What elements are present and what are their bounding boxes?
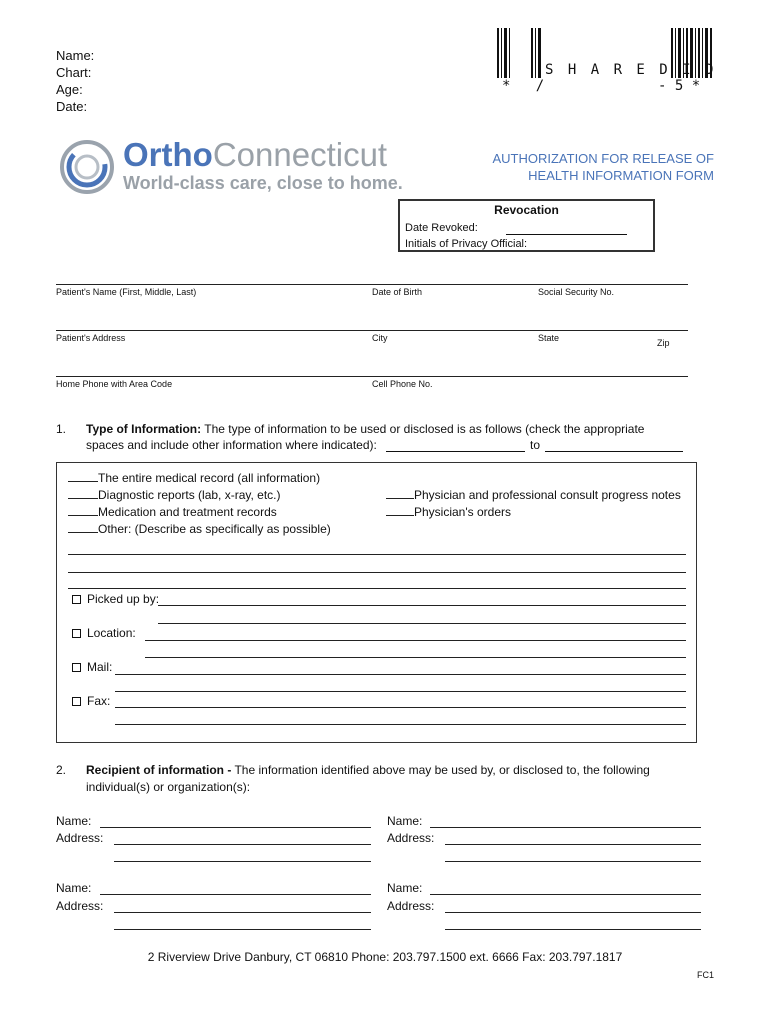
state-label: State: [538, 333, 560, 343]
logo-swirl-icon: [54, 138, 118, 196]
picked-up-line[interactable]: [158, 605, 686, 606]
recipient2-name-field[interactable]: [430, 827, 701, 828]
recipient2-address-label: Address:: [387, 831, 435, 845]
section2-text2: individual(s) or organization(s):: [86, 780, 251, 794]
date-revoked-label: Date Revoked:: [405, 222, 478, 234]
section2-text1: The information identified above may be used by, or disclosed to, the following: [234, 763, 650, 777]
logo-wordmark: [123, 136, 387, 174]
option-other-label: Other: (Describe as specifically as possible): [98, 522, 331, 536]
option-entire-record-blank[interactable]: [68, 481, 98, 482]
barcode-right-marks: - 5 *: [658, 78, 701, 94]
section1-text2: spaces and include other information where indicated):: [86, 438, 377, 452]
age-label: Age:: [56, 82, 83, 97]
option-progress-notes-label: Physician and professional consult progress notes: [414, 488, 681, 502]
patient-name-label: Patient's Name (First, Middle, Last): [56, 287, 197, 297]
option-physician-orders-blank[interactable]: [386, 515, 414, 516]
recipient3-address-field[interactable]: [114, 912, 371, 913]
recipient3-name-label: Name:: [56, 881, 92, 895]
option-medication-label: Medication and treatment records: [98, 505, 277, 519]
option-progress-notes-blank[interactable]: [386, 498, 414, 499]
location-line[interactable]: [145, 657, 686, 658]
form-code: FC1: [697, 970, 715, 980]
date-label: Date:: [56, 99, 88, 114]
recipient1-address-label: Address:: [56, 831, 104, 845]
option-diagnostic[interactable]: [68, 488, 281, 503]
mail-checkbox[interactable]: [72, 663, 81, 672]
cell-phone-label: Cell Phone No.: [372, 379, 433, 389]
row-divider: [56, 376, 688, 377]
logo-brand-light: Connecticut: [212, 136, 388, 173]
option-physician-orders-label: Physician's orders: [414, 505, 511, 519]
other-description-line[interactable]: [68, 588, 686, 589]
form-title-line2: HEALTH INFORMATION FORM: [528, 168, 714, 183]
section1-intro: [86, 422, 686, 437]
row-divider: [56, 284, 688, 285]
option-other-blank[interactable]: [68, 532, 98, 533]
location-label: Location:: [87, 626, 136, 640]
zip-label: Zip: [657, 338, 670, 348]
date-to-field[interactable]: [545, 451, 683, 452]
recipient4-name-label: Name:: [387, 881, 423, 895]
privacy-initials-label: Initials of Privacy Official:: [405, 238, 528, 250]
name-label: Name:: [56, 48, 95, 63]
chart-label: Chart:: [56, 65, 92, 80]
option-entire-record-label: The entire medical record (all information): [98, 471, 321, 485]
date-to-label: to: [530, 438, 541, 452]
ssn-label: Social Security No.: [538, 287, 615, 297]
picked-up-option[interactable]: [72, 592, 159, 607]
patient-address-label: Patient's Address: [56, 333, 126, 343]
logo-tagline: World-class care, close to home.: [123, 173, 403, 193]
logo-brand-bold: Ortho: [123, 136, 213, 173]
recipient3-name-field[interactable]: [100, 894, 371, 895]
picked-up-label: Picked up by:: [87, 592, 160, 606]
recipient1-name-label: Name:: [56, 814, 92, 828]
option-progress-notes[interactable]: [386, 488, 681, 503]
form-title-line1: AUTHORIZATION FOR RELEASE OF: [492, 151, 714, 166]
section2-heading: Recipient of information -: [86, 763, 232, 777]
recipient1-address-field[interactable]: [114, 861, 371, 862]
footer-address: 2 Riverview Drive Danbury, CT 06810 Phone: 203.797.1500 ext. 6666 Fax: 203.797.1817: [147, 950, 623, 964]
recipient2-address-field[interactable]: [445, 844, 701, 845]
date-from-field[interactable]: [386, 451, 525, 452]
option-diagnostic-blank[interactable]: [68, 498, 98, 499]
location-option[interactable]: [72, 626, 136, 641]
barcode-left-marks: * /: [502, 78, 545, 94]
fax-label: Fax:: [87, 694, 111, 708]
recipient2-address-field[interactable]: [445, 861, 701, 862]
option-diagnostic-label: Diagnostic reports (lab, x-ray, etc.): [98, 488, 281, 502]
dob-label: Date of Birth: [372, 287, 423, 297]
other-description-line[interactable]: [68, 572, 686, 573]
recipient3-address-field[interactable]: [114, 929, 371, 930]
recipient1-address-field[interactable]: [114, 844, 371, 845]
recipient4-name-field[interactable]: [430, 894, 701, 895]
option-medication-blank[interactable]: [68, 515, 98, 516]
revocation-title: Revocation: [494, 203, 559, 217]
other-description-line[interactable]: [68, 554, 686, 555]
home-phone-label: Home Phone with Area Code: [56, 379, 173, 389]
picked-up-line[interactable]: [158, 623, 686, 624]
section1-number: 1.: [56, 422, 67, 436]
fax-line[interactable]: [115, 724, 686, 725]
location-line[interactable]: [145, 640, 686, 641]
recipient1-name-field[interactable]: [100, 827, 371, 828]
section1-text1: The type of information to be used or disclosed is as follows (check the appropriate: [204, 422, 645, 436]
fax-line[interactable]: [115, 707, 686, 708]
section1-heading: Type of Information:: [86, 422, 202, 436]
option-physician-orders[interactable]: [386, 505, 511, 520]
option-entire-record[interactable]: [68, 471, 320, 486]
recipient2-name-label: Name:: [387, 814, 423, 828]
fax-option[interactable]: [72, 694, 110, 709]
recipient4-address-label: Address:: [387, 899, 435, 913]
patient-name-field[interactable]: [56, 298, 356, 328]
mail-option[interactable]: [72, 660, 112, 675]
option-other[interactable]: [68, 522, 331, 537]
recipient3-address-label: Address:: [56, 899, 104, 913]
fax-checkbox[interactable]: [72, 697, 81, 706]
location-checkbox[interactable]: [72, 629, 81, 638]
option-medication[interactable]: [68, 505, 277, 520]
date-revoked-field[interactable]: [506, 234, 627, 235]
recipient4-address-field[interactable]: [445, 929, 701, 930]
section2-number: 2.: [56, 763, 67, 777]
mail-line[interactable]: [115, 674, 686, 675]
recipient4-address-field[interactable]: [445, 912, 701, 913]
picked-up-checkbox[interactable]: [72, 595, 81, 604]
section2-intro: [86, 763, 696, 778]
patient-header: [56, 47, 94, 115]
barcode-text: S H A R E D I D: [545, 62, 717, 78]
city-label: City: [372, 333, 388, 343]
mail-label: Mail:: [87, 660, 113, 674]
revocation-box: [398, 199, 655, 252]
row-divider: [56, 330, 688, 331]
mail-line[interactable]: [115, 691, 686, 692]
form-title: [492, 150, 714, 184]
